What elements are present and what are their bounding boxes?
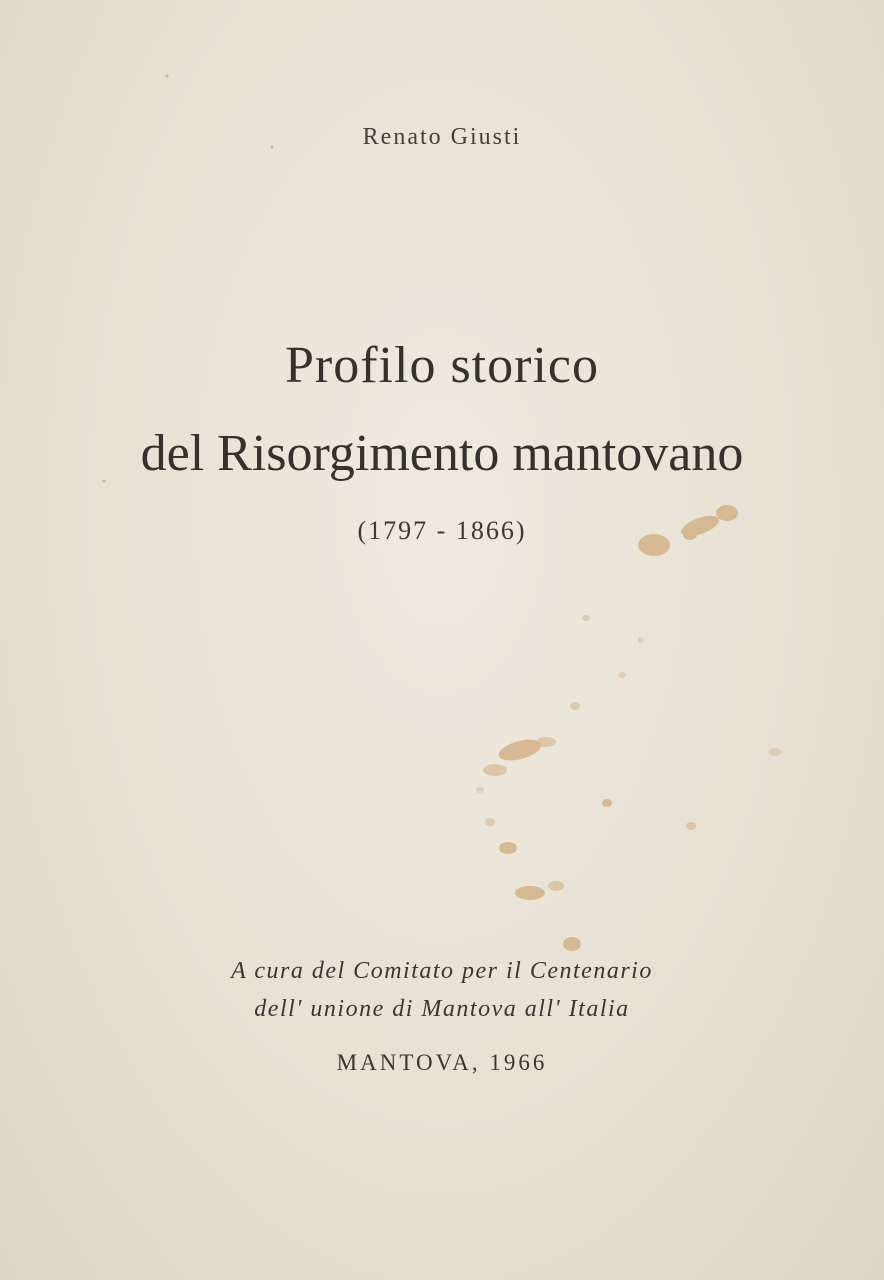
book-title-line-1: Profilo storico — [285, 337, 599, 394]
editor-credit-line-2: dell' unione di Mantova all' Italia — [254, 996, 630, 1022]
author-name: Renato Giusti — [362, 124, 522, 150]
editor-credit-line-1: A cura del Comitato per il Centenario — [231, 958, 653, 984]
book-title-line-2: del Risorgimento mantovano — [140, 425, 744, 482]
publication-place-year: MANTOVA, 1966 — [336, 1050, 548, 1075]
date-range: (1797 - 1866) — [357, 516, 527, 545]
